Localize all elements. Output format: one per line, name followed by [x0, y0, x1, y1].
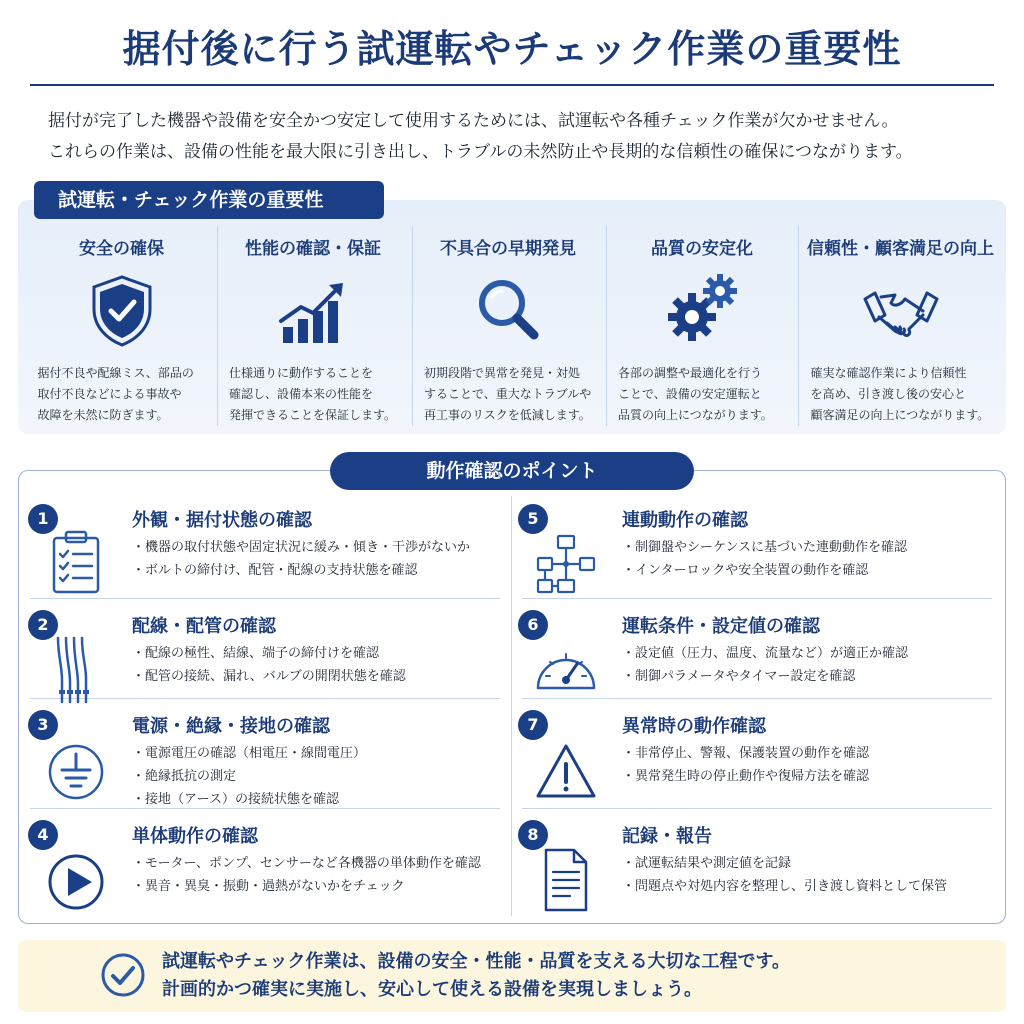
- point-bullet: ・ 問題点や対処内容を整理し、引き渡し資料として保管: [622, 875, 947, 898]
- point-bullet: ・ 非常停止、警報、保護装置の動作を確認: [622, 742, 869, 765]
- desc-line: ことで、設備の安定運転と: [618, 387, 762, 401]
- point-item-report: [518, 820, 998, 920]
- ground-icon: [40, 732, 112, 804]
- point-bullet: ・ 設定値（圧力、温度、流量など）が適正か確認: [622, 642, 908, 665]
- check-circle-icon: [100, 952, 146, 998]
- point-number: 7: [518, 710, 548, 740]
- intro-text: [48, 106, 988, 168]
- point-number: 2: [28, 610, 58, 640]
- desc-line: 初期段階で異常を発見・対処: [424, 366, 581, 380]
- point-bullets: [132, 536, 470, 582]
- importance-card-performance: [217, 226, 408, 426]
- point-title: 配線・配管の確認: [132, 616, 276, 637]
- point-bullets: [132, 852, 481, 898]
- conclusion-text: [162, 948, 790, 1004]
- importance-card-desc: [618, 363, 786, 426]
- desc-line: 品質の向上につながります。: [618, 408, 773, 422]
- point-bullet: ・ ボルトの締付け、配管・配線の支持状態を確認: [132, 559, 470, 582]
- points-heading: 動作確認のポイント: [330, 452, 694, 490]
- desc-line: 仕様通りに動作することを: [229, 366, 374, 380]
- point-number: 6: [518, 610, 548, 640]
- desc-line: 故障を未然に防ぎます。: [37, 408, 169, 422]
- play-icon: [40, 842, 112, 914]
- point-bullet: ・ 配線の極性、結線、端子の締付けを確認: [132, 642, 406, 665]
- title-divider: [30, 84, 994, 86]
- point-bullet: ・ 電源電圧の確認（相電圧・線間電圧）: [132, 742, 366, 765]
- point-item-power: [28, 710, 508, 810]
- importance-card-reliability: [798, 226, 1002, 426]
- point-item-settings: [518, 610, 998, 710]
- point-bullets: [622, 536, 907, 582]
- desc-line: 発揮できることを保証します。: [229, 408, 397, 422]
- point-title: 外観・据付状態の確認: [132, 510, 312, 531]
- point-bullets: [132, 742, 366, 811]
- point-bullets: [622, 642, 908, 688]
- point-item-interlock: [518, 504, 998, 604]
- point-bullet: ・ 配管の接続、漏れ、バルブの開閉状態を確認: [132, 665, 406, 688]
- point-number: 8: [518, 820, 548, 850]
- point-bullet: ・ 機器の取付状態や固定状況に緩み・傾き・干渉がないか: [132, 536, 470, 559]
- point-bullet: ・ 試運転結果や測定値を記録: [622, 852, 947, 875]
- magnifier-icon: [468, 271, 548, 351]
- desc-line: 顧客満足の向上につながります。: [810, 408, 990, 422]
- point-bullet: ・ 異音・異臭・振動・過熱がないかをチェック: [132, 875, 481, 898]
- desc-line: を高め、引き渡し後の安心と: [810, 387, 967, 401]
- point-item-unit-test: [28, 820, 508, 920]
- warning-icon: [530, 732, 602, 804]
- document-icon: [530, 842, 602, 914]
- desc-line: 確認し、設備本来の性能を: [229, 387, 374, 401]
- flowchart-icon: [530, 526, 602, 598]
- importance-card-desc: [811, 363, 991, 426]
- shield-check-icon: [82, 271, 162, 351]
- page-title: 据付後に行う試運転やチェック作業の重要性: [122, 27, 902, 71]
- conclusion-line-2: 計画的かつ確実に実施し、安心して使える設備を実現しましょう。: [162, 979, 702, 1000]
- handshake-icon: [861, 271, 941, 351]
- cables-icon: [40, 632, 112, 704]
- desc-line: 据付不良や配線ミス、部品の: [37, 366, 194, 380]
- conclusion-line-1: 試運転やチェック作業は、設備の安全・性能・品質を支える大切な工程です。: [162, 951, 791, 972]
- importance-card-quality: [606, 226, 797, 426]
- point-bullets: [132, 642, 406, 688]
- point-title: 運転条件・設定値の確認: [622, 616, 820, 637]
- intro-line-2: これらの作業は、設備の性能を最大限に引き出し、トラブルの未然防止や長期的な信頼性の確保につながります。: [48, 142, 913, 162]
- point-title: 単体動作の確認: [132, 826, 258, 847]
- desc-line: 取付不良などによる事故や: [37, 387, 182, 401]
- importance-card-title: 品質の安定化: [651, 239, 753, 259]
- desc-line: 各部の調整や最適化を行う: [618, 366, 763, 380]
- importance-card-safety: [26, 226, 217, 426]
- point-title: 連動動作の確認: [622, 510, 748, 531]
- importance-card-desc: [229, 363, 397, 426]
- point-number: 1: [28, 504, 58, 534]
- point-title: 異常時の動作確認: [622, 716, 766, 737]
- importance-card-desc: [424, 363, 592, 426]
- clipboard-checklist-icon: [40, 526, 112, 598]
- point-item-appearance: [28, 504, 508, 604]
- point-bullets: [622, 742, 869, 788]
- point-bullet: ・ モーター、ポンプ、センサーなど各機器の単体動作を確認: [132, 852, 481, 875]
- importance-card-title: 性能の確認・保証: [245, 239, 381, 259]
- point-number: 3: [28, 710, 58, 740]
- desc-line: 確実な確認作業により信頼性: [810, 366, 967, 380]
- point-number: 5: [518, 504, 548, 534]
- importance-card-title: 安全の確保: [79, 239, 164, 259]
- importance-card-early-detection: [412, 226, 603, 426]
- importance-heading: 試運転・チェック作業の重要性: [34, 181, 384, 219]
- importance-card-title: 不具合の早期発見: [440, 239, 576, 259]
- point-item-wiring: [28, 610, 508, 710]
- points-divider: [511, 496, 512, 916]
- point-bullet: ・ 絶縁抵抗の測定: [132, 765, 366, 788]
- gears-icon: [662, 271, 742, 351]
- importance-card-desc: [38, 363, 206, 426]
- point-title: 電源・絶縁・接地の確認: [132, 716, 330, 737]
- point-title: 記録・報告: [622, 826, 712, 847]
- point-bullet: ・ 制御盤やシーケンスに基づいた連動動作を確認: [622, 536, 907, 559]
- point-bullet: ・ 接地（アース）の接続状態を確認: [132, 788, 366, 811]
- point-bullet: ・ 制御パラメータやタイマー設定を確認: [622, 665, 908, 688]
- intro-line-1: 据付が完了した機器や設備を安全かつ安定して使用するためには、試運転や各種チェック作業が欠かせません。: [48, 111, 899, 131]
- point-bullet: ・ インターロックや安全装置の動作を確認: [622, 559, 907, 582]
- point-item-emergency: [518, 710, 998, 810]
- growth-chart-icon: [273, 271, 353, 351]
- point-bullet: ・ 異常発生時の停止動作や復帰方法を確認: [622, 765, 869, 788]
- point-bullets: [622, 852, 947, 898]
- desc-line: 再工事のリスクを低減します。: [424, 408, 591, 422]
- point-number: 4: [28, 820, 58, 850]
- desc-line: することで、重大なトラブルや: [424, 387, 592, 401]
- gauge-icon: [530, 632, 602, 704]
- importance-card-title: 信頼性・顧客満足の向上: [807, 239, 994, 259]
